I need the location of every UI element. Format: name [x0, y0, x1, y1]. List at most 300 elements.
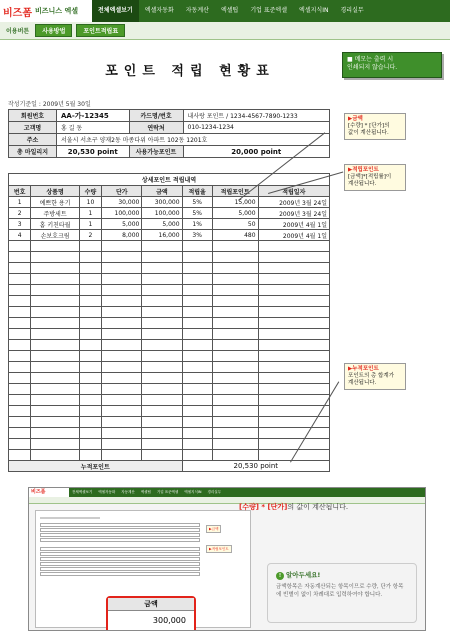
tip-title-text: 알아두세요!: [286, 571, 321, 579]
preview-nav-item: 엑셀팁: [140, 490, 151, 494]
table-cell[interactable]: 50: [212, 219, 258, 230]
empty-cell[interactable]: [142, 274, 182, 285]
empty-cell[interactable]: [258, 428, 329, 439]
preview-amount-callout: ▶금액: [206, 525, 221, 533]
empty-cell[interactable]: [258, 351, 329, 362]
empty-cell[interactable]: [212, 351, 258, 362]
empty-cell[interactable]: [31, 428, 79, 439]
empty-cell[interactable]: [142, 384, 182, 395]
empty-cell[interactable]: [79, 439, 101, 450]
table-cell[interactable]: 손보호크림: [31, 230, 79, 241]
empty-cell[interactable]: [79, 450, 101, 461]
empty-cell[interactable]: [9, 417, 31, 428]
empty-cell[interactable]: [142, 428, 182, 439]
empty-cell[interactable]: [182, 252, 212, 263]
nav-item[interactable]: 엑셀팁: [220, 7, 239, 14]
preview-nav-item: 자동계산: [121, 490, 135, 494]
table-cell[interactable]: 1: [79, 219, 101, 230]
empty-cell[interactable]: [212, 417, 258, 428]
logo-sub-text: 비즈니스 엑셀: [34, 6, 78, 15]
empty-cell[interactable]: [212, 395, 258, 406]
empty-cell[interactable]: [182, 241, 212, 252]
preview-detail-row: [40, 557, 200, 561]
preview-info-row: [40, 533, 200, 537]
member-no-label: 회원번호: [9, 110, 57, 122]
page-title: 포인트 적립 현황표: [105, 64, 275, 79]
table-cell[interactable]: 예쁘한 용기: [31, 197, 79, 208]
empty-row: [9, 340, 330, 351]
empty-cell[interactable]: [142, 307, 182, 318]
empty-cell[interactable]: [9, 450, 31, 461]
preview-navbar: [29, 488, 425, 497]
empty-row: [9, 362, 330, 373]
empty-cell[interactable]: [212, 450, 258, 461]
table-cell[interactable]: 15,000: [212, 197, 258, 208]
nav-item[interactable]: 전체엑셀보기: [92, 0, 139, 22]
empty-cell[interactable]: [142, 329, 182, 340]
table-cell[interactable]: 1: [79, 208, 101, 219]
empty-cell[interactable]: [258, 241, 329, 252]
cumulative-callout-body: 포인트의 총 합계가 계산됩니다.: [348, 373, 395, 386]
empty-cell[interactable]: [258, 340, 329, 351]
empty-cell[interactable]: [142, 406, 182, 417]
empty-cell[interactable]: [142, 439, 182, 450]
preview-detail-row: [40, 572, 200, 576]
formula-red-text: [수량] * [단가]: [239, 503, 288, 511]
empty-cell[interactable]: [102, 263, 142, 274]
empty-cell[interactable]: [102, 329, 142, 340]
table-cell[interactable]: 2009년 3월 24일: [258, 208, 329, 219]
empty-cell[interactable]: [31, 285, 79, 296]
empty-cell[interactable]: [258, 263, 329, 274]
empty-cell[interactable]: [212, 439, 258, 450]
preview-logo: 비즈폼: [29, 488, 69, 497]
empty-cell[interactable]: [258, 373, 329, 384]
empty-cell[interactable]: [31, 329, 79, 340]
empty-cell[interactable]: [9, 373, 31, 384]
empty-cell[interactable]: [31, 307, 79, 318]
nav-item[interactable]: 경리실무: [340, 7, 364, 14]
info-icon: !: [276, 572, 284, 580]
empty-cell[interactable]: [182, 340, 212, 351]
main-nav: [92, 0, 370, 22]
empty-cell[interactable]: [182, 428, 212, 439]
empty-cell[interactable]: [79, 263, 101, 274]
empty-cell[interactable]: [258, 252, 329, 263]
empty-cell[interactable]: [258, 329, 329, 340]
empty-cell[interactable]: [31, 417, 79, 428]
point-sheet-button[interactable]: 포인트적립표: [76, 24, 125, 37]
action-bar: [0, 22, 450, 40]
empty-cell[interactable]: [142, 263, 182, 274]
empty-cell[interactable]: [9, 241, 31, 252]
table-row: [9, 230, 330, 241]
detail-caption: 상세포인트 적립내역: [9, 174, 330, 186]
empty-cell[interactable]: [258, 296, 329, 307]
empty-cell[interactable]: [212, 406, 258, 417]
point-callout-title: ▶적립포인트: [348, 167, 379, 173]
total-mileage-label: 총 마일리지: [9, 146, 57, 158]
empty-cell[interactable]: [182, 406, 212, 417]
cumulative-callout: [344, 363, 406, 390]
empty-cell[interactable]: [79, 285, 101, 296]
empty-cell[interactable]: [9, 329, 31, 340]
empty-cell[interactable]: [31, 241, 79, 252]
empty-row: [9, 285, 330, 296]
empty-cell[interactable]: [212, 362, 258, 373]
table-cell[interactable]: 100,000: [142, 208, 182, 219]
empty-cell[interactable]: [102, 274, 142, 285]
logo[interactable]: [0, 0, 92, 22]
empty-cell[interactable]: [79, 417, 101, 428]
empty-cell[interactable]: [31, 373, 79, 384]
card-value[interactable]: 내사랑 포인트 / 1234-4567-7890-1233: [183, 110, 329, 122]
table-cell[interactable]: 8,000: [102, 230, 142, 241]
nav-item[interactable]: 엑셀지식IN: [299, 7, 329, 14]
empty-cell[interactable]: [182, 274, 212, 285]
member-no-value[interactable]: AA-가-12345: [57, 110, 130, 122]
empty-row: [9, 439, 330, 450]
table-cell[interactable]: 2009년 4월 1일: [258, 219, 329, 230]
empty-cell[interactable]: [212, 274, 258, 285]
empty-cell[interactable]: [79, 241, 101, 252]
empty-row: [9, 417, 330, 428]
table-cell[interactable]: 주방세트: [31, 208, 79, 219]
empty-cell[interactable]: [79, 384, 101, 395]
empty-cell[interactable]: [79, 428, 101, 439]
empty-cell[interactable]: [79, 406, 101, 417]
detail-header-cell: 상품명: [31, 186, 79, 197]
empty-cell[interactable]: [102, 252, 142, 263]
empty-cell[interactable]: [142, 296, 182, 307]
empty-cell[interactable]: [102, 351, 142, 362]
empty-cell[interactable]: [258, 417, 329, 428]
cumulative-point-value: 20,530 point: [182, 461, 329, 472]
empty-cell[interactable]: [9, 285, 31, 296]
empty-cell[interactable]: [31, 395, 79, 406]
empty-row: [9, 428, 330, 439]
preview-sheet: [35, 510, 251, 628]
empty-cell[interactable]: [31, 450, 79, 461]
preview-nav-item: 전체엑셀보기: [72, 490, 93, 494]
table-row: [9, 219, 330, 230]
preview-nav-item: 경리실무: [207, 490, 222, 494]
empty-cell[interactable]: [182, 439, 212, 450]
empty-cell[interactable]: [182, 351, 212, 362]
empty-cell[interactable]: [79, 329, 101, 340]
empty-cell[interactable]: [102, 417, 142, 428]
table-cell[interactable]: 5,000: [102, 219, 142, 230]
empty-cell[interactable]: [142, 241, 182, 252]
nav-item[interactable]: 기업 표준엑셀: [250, 7, 288, 14]
empty-cell[interactable]: [212, 296, 258, 307]
empty-cell[interactable]: [79, 373, 101, 384]
amount-zoom-box: [106, 596, 196, 631]
empty-cell[interactable]: [102, 384, 142, 395]
address-value[interactable]: 서울시 서초구 양재2동 마종다위 아파트 102동 1201호: [57, 134, 330, 146]
table-cell[interactable]: 10: [79, 197, 101, 208]
empty-cell[interactable]: [9, 318, 31, 329]
empty-cell[interactable]: [9, 406, 31, 417]
empty-cell[interactable]: [142, 362, 182, 373]
table-cell[interactable]: 2: [79, 230, 101, 241]
preview-nav-item: 엑셀자동화: [98, 490, 116, 494]
empty-cell[interactable]: [258, 307, 329, 318]
empty-cell[interactable]: [142, 318, 182, 329]
empty-cell[interactable]: [9, 351, 31, 362]
table-cell[interactable]: 300,000: [142, 197, 182, 208]
empty-cell[interactable]: [142, 285, 182, 296]
table-cell[interactable]: 480: [212, 230, 258, 241]
usage-button[interactable]: 사용방법: [35, 24, 72, 37]
empty-cell[interactable]: [142, 373, 182, 384]
table-cell[interactable]: 1: [9, 197, 31, 208]
table-cell[interactable]: 2009년 4월 1일: [258, 230, 329, 241]
empty-cell[interactable]: [142, 450, 182, 461]
empty-cell[interactable]: [31, 263, 79, 274]
empty-cell[interactable]: [182, 318, 212, 329]
preview-info-row: [40, 523, 200, 527]
empty-cell[interactable]: [102, 428, 142, 439]
table-cell[interactable]: 3: [9, 219, 31, 230]
empty-cell[interactable]: [79, 395, 101, 406]
empty-cell[interactable]: [9, 296, 31, 307]
empty-cell[interactable]: [182, 285, 212, 296]
preview-detail-row: [40, 562, 200, 566]
contact-value[interactable]: 010-1234-1234: [183, 122, 329, 134]
empty-row: [9, 384, 330, 395]
empty-row: [9, 329, 330, 340]
empty-cell[interactable]: [258, 285, 329, 296]
empty-row: [9, 274, 330, 285]
preview-info-row: [40, 538, 200, 542]
empty-cell[interactable]: [102, 307, 142, 318]
tip-box: [267, 563, 417, 623]
total-mileage-value: 20,530 point: [57, 146, 130, 158]
empty-cell[interactable]: [31, 252, 79, 263]
empty-cell[interactable]: [142, 252, 182, 263]
empty-cell[interactable]: [258, 384, 329, 395]
empty-cell[interactable]: [9, 362, 31, 373]
empty-cell[interactable]: [212, 252, 258, 263]
amount-callout: [344, 113, 406, 140]
empty-cell[interactable]: [9, 252, 31, 263]
empty-cell[interactable]: [9, 274, 31, 285]
empty-cell[interactable]: [102, 318, 142, 329]
empty-cell[interactable]: [212, 428, 258, 439]
empty-cell[interactable]: [212, 329, 258, 340]
empty-cell[interactable]: [9, 340, 31, 351]
empty-cell[interactable]: [31, 340, 79, 351]
table-cell[interactable]: 4: [9, 230, 31, 241]
empty-cell[interactable]: [212, 318, 258, 329]
empty-cell[interactable]: [142, 417, 182, 428]
table-cell[interactable]: 3%: [182, 230, 212, 241]
formula-rest-text: 의 값이 계산됩니다.: [287, 503, 349, 511]
empty-cell[interactable]: [142, 340, 182, 351]
detail-header-cell: 적립일자: [258, 186, 329, 197]
empty-cell[interactable]: [9, 384, 31, 395]
detail-header-row: [9, 186, 330, 197]
empty-cell[interactable]: [212, 241, 258, 252]
nav-item[interactable]: 자동계산: [185, 7, 209, 14]
detail-header-cell: 금액: [142, 186, 182, 197]
empty-cell[interactable]: [9, 307, 31, 318]
action-bar-label: 이용버튼: [6, 28, 30, 35]
empty-cell[interactable]: [79, 296, 101, 307]
empty-cell[interactable]: [102, 395, 142, 406]
empty-cell[interactable]: [9, 428, 31, 439]
empty-cell[interactable]: [9, 395, 31, 406]
usage-preview-panel: [28, 487, 426, 631]
empty-cell[interactable]: [258, 439, 329, 450]
empty-cell[interactable]: [212, 307, 258, 318]
empty-cell[interactable]: [31, 406, 79, 417]
tip-body: 금액항목은 자동계산되는 항목이므로 수량, 단가 항목에 빈별이 없이 차례대로 입력하여야 합니다.: [276, 584, 404, 598]
empty-cell[interactable]: [182, 307, 212, 318]
empty-cell[interactable]: [212, 373, 258, 384]
empty-cell[interactable]: [102, 340, 142, 351]
amount-callout-body: [수량] * [단가]의 값이 계산됩니다.: [348, 123, 390, 136]
empty-cell[interactable]: [182, 384, 212, 395]
empty-cell[interactable]: [79, 362, 101, 373]
preview-detail-row: [40, 547, 200, 551]
empty-cell[interactable]: [79, 340, 101, 351]
table-cell[interactable]: 5,000: [142, 219, 182, 230]
empty-cell[interactable]: [79, 307, 101, 318]
preview-nav-item: 엑셀지식IN: [184, 490, 202, 494]
table-cell[interactable]: 홈 키친타월: [31, 219, 79, 230]
empty-row: [9, 373, 330, 384]
detail-header-cell: 수량: [79, 186, 101, 197]
empty-cell[interactable]: [102, 439, 142, 450]
customer-value[interactable]: 홍 길 동: [57, 122, 130, 134]
empty-cell[interactable]: [79, 351, 101, 362]
contact-label: 연락처: [129, 122, 183, 134]
customer-label: 고객명: [9, 122, 57, 134]
zoom-value: 300,000: [152, 616, 186, 625]
empty-cell[interactable]: [31, 318, 79, 329]
empty-cell[interactable]: [79, 274, 101, 285]
empty-row: [9, 252, 330, 263]
empty-cell[interactable]: [182, 329, 212, 340]
formula-caption: [239, 502, 348, 512]
total-row: [9, 461, 330, 472]
empty-cell[interactable]: [182, 296, 212, 307]
empty-cell[interactable]: [258, 362, 329, 373]
empty-cell[interactable]: [182, 450, 212, 461]
empty-cell[interactable]: [79, 252, 101, 263]
table-cell[interactable]: 2: [9, 208, 31, 219]
empty-cell[interactable]: [212, 263, 258, 274]
empty-row: [9, 351, 330, 362]
empty-cell[interactable]: [182, 395, 212, 406]
point-callout: [344, 164, 406, 191]
nav-item[interactable]: 엑셀자동화: [144, 7, 174, 14]
table-cell[interactable]: 5,000: [212, 208, 258, 219]
preview-nav: [69, 488, 224, 497]
reference-date: 작성기준일 : 2009년 5월 30일: [8, 101, 91, 108]
empty-cell[interactable]: [31, 296, 79, 307]
empty-cell[interactable]: [9, 263, 31, 274]
empty-cell[interactable]: [79, 318, 101, 329]
empty-cell[interactable]: [182, 263, 212, 274]
preview-title-line: [40, 517, 100, 519]
empty-cell[interactable]: [9, 439, 31, 450]
logo-main-text: 비즈폼: [3, 7, 32, 19]
empty-cell[interactable]: [142, 351, 182, 362]
preview-detail-row: [40, 552, 200, 556]
cumulative-point-label: 누적포인트: [9, 461, 183, 472]
empty-row: [9, 307, 330, 318]
empty-cell[interactable]: [182, 417, 212, 428]
empty-cell[interactable]: [212, 384, 258, 395]
member-info-table: [8, 109, 330, 158]
empty-cell[interactable]: [182, 362, 212, 373]
empty-cell[interactable]: [258, 318, 329, 329]
preview-detail-row: [40, 567, 200, 571]
table-cell[interactable]: 1%: [182, 219, 212, 230]
detail-header-cell: 번호: [9, 186, 31, 197]
table-cell[interactable]: 5%: [182, 197, 212, 208]
empty-cell[interactable]: [31, 362, 79, 373]
empty-cell[interactable]: [31, 439, 79, 450]
zoom-header: 금액: [108, 598, 194, 611]
table-row: [9, 197, 330, 208]
empty-row: [9, 318, 330, 329]
empty-cell[interactable]: [102, 241, 142, 252]
empty-cell[interactable]: [212, 340, 258, 351]
empty-cell[interactable]: [31, 351, 79, 362]
top-navbar: [0, 0, 450, 22]
empty-row: [9, 406, 330, 417]
empty-cell[interactable]: [212, 285, 258, 296]
table-cell[interactable]: 100,000: [102, 208, 142, 219]
point-detail-table: [8, 173, 330, 472]
cumulative-callout-title: ▶누적포인트: [348, 366, 379, 372]
table-cell[interactable]: 16,000: [142, 230, 182, 241]
empty-row: [9, 241, 330, 252]
empty-cell[interactable]: [102, 450, 142, 461]
amount-callout-title: ▶금액: [348, 116, 363, 122]
empty-cell[interactable]: [31, 274, 79, 285]
empty-cell[interactable]: [102, 373, 142, 384]
tip-title: [276, 570, 408, 580]
table-cell[interactable]: 2009년 3월 24일: [258, 197, 329, 208]
empty-cell[interactable]: [258, 395, 329, 406]
empty-cell[interactable]: [182, 373, 212, 384]
usable-point-value[interactable]: 20,000 point: [183, 146, 329, 158]
table-cell[interactable]: 5%: [182, 208, 212, 219]
empty-row: [9, 395, 330, 406]
print-note: [342, 52, 442, 78]
preview-nav-item: 기업 표준엑셀: [156, 490, 179, 494]
point-callout-body: [금액]*[적립률]이 계산됩니다.: [348, 174, 392, 187]
empty-cell[interactable]: [142, 395, 182, 406]
preview-info-row: [40, 528, 200, 532]
empty-cell[interactable]: [258, 274, 329, 285]
preview-action-bar: [29, 497, 425, 504]
table-cell[interactable]: 30,000: [102, 197, 142, 208]
empty-cell[interactable]: [102, 406, 142, 417]
preview-point-callout: ▶적립포인트: [206, 545, 232, 553]
empty-row: [9, 450, 330, 461]
empty-cell[interactable]: [31, 384, 79, 395]
empty-cell[interactable]: [102, 296, 142, 307]
address-label: 주소: [9, 134, 57, 146]
empty-cell[interactable]: [102, 362, 142, 373]
empty-cell[interactable]: [102, 285, 142, 296]
